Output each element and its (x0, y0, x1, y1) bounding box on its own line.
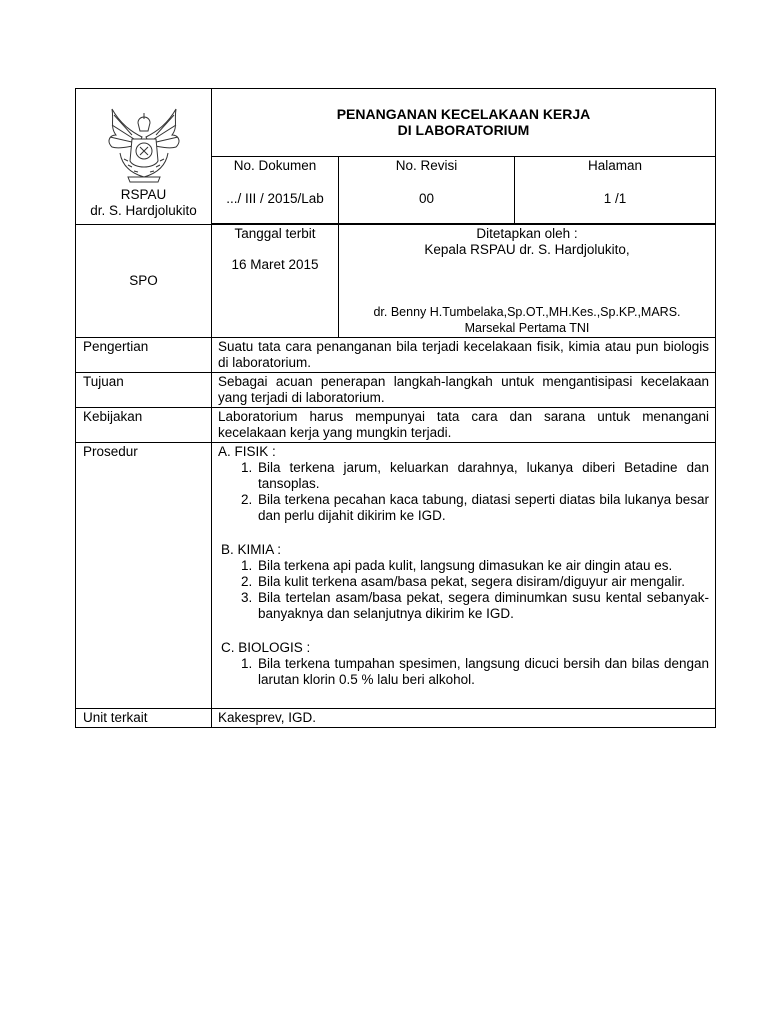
no-dokumen-cell (212, 157, 339, 224)
doc-type-cell (76, 225, 212, 338)
fisik-list (218, 460, 709, 524)
unit-text: Kakesprev, IGD. (212, 709, 716, 728)
no-dokumen-value: .../ III / 2015/Lab (226, 191, 324, 206)
title-line-1: PENANGANAN KECELAKAAN KERJA (336, 106, 591, 122)
air-force-emblem-icon (98, 101, 190, 185)
prosedur-content (212, 443, 716, 709)
tanggal-label: Tanggal terbit (234, 226, 316, 241)
kimia-list (218, 558, 709, 622)
pengertian-label: Pengertian (76, 338, 212, 373)
tanggal-cell (212, 225, 339, 338)
ditetapkan-by: Kepala RSPAU dr. S. Hardjolukito, (424, 242, 630, 257)
prosedur-label: Prosedur (76, 443, 212, 709)
kebijakan-text: Laboratorium harus mempunyai tata cara dan sarana untuk menangani kecelakaan kerja yang mungkin terjadi. (212, 408, 716, 443)
title-line-2: DI LABORATORIUM (397, 122, 530, 138)
no-revisi-label: No. Revisi (395, 158, 458, 173)
list-item: 3. Bila tertelan asam/basa pekat, segera diminumkan susu kental sebanyak-banyaknya dan selanjutnya dikirim ke IGD. (256, 590, 709, 622)
tanggal-value: 16 Maret 2015 (231, 257, 319, 272)
signer-name: dr. Benny H.Tumbelaka,Sp.OT.,MH.Kes.,Sp.KP.,MARS. (373, 305, 681, 319)
hospital-name: RSPAU (120, 187, 167, 202)
no-dokumen-label: No. Dokumen (233, 158, 317, 173)
list-item: 1. Bila terkena tumpahan spesimen, langsung dicuci bersih dan bilas dengan larutan klorin 0.5 % lalu beri alkohol. (256, 656, 709, 688)
spo-table (75, 88, 716, 728)
biologis-title: C. BIOLOGIS : (221, 640, 311, 655)
biologis-list (218, 656, 709, 688)
list-item: 1. Bila terkena api pada kulit, langsung dimasukan ke air dingin atau es. (256, 558, 709, 574)
signer-rank: Marsekal Pertama TNI (464, 321, 590, 335)
tujuan-text: Sebagai acuan penerapan langkah-langkah untuk mengantisipasi kecelakaan yang terjadi di laboratorium. (212, 373, 716, 408)
kimia-title: B. KIMIA : (221, 542, 282, 557)
ditetapkan-cell (339, 225, 716, 338)
ditetapkan-label: Ditetapkan oleh : (476, 226, 578, 241)
tujuan-label: Tujuan (76, 373, 212, 408)
halaman-cell (515, 157, 716, 224)
hospital-subtitle: dr. S. Hardjolukito (90, 203, 197, 218)
no-revisi-value: 00 (418, 191, 435, 206)
list-item: 2. Bila kulit terkena asam/basa pekat, segera disiram/diguyur air mengalir. (256, 574, 709, 590)
kebijakan-label: Kebijakan (76, 408, 212, 443)
list-item: 1. Bila terkena jarum, keluarkan darahnya, lukanya diberi Betadine dan tansoplas. (256, 460, 709, 492)
no-revisi-cell (339, 157, 515, 224)
hospital-cell (76, 89, 212, 225)
halaman-label: Halaman (587, 158, 643, 173)
unit-label: Unit terkait (76, 709, 212, 728)
list-item: 2. Bila terkena pecahan kaca tabung, diatasi seperti diatas bila lukanya besar dan perlu dijahit dikirim ke IGD. (256, 492, 709, 524)
spo-document (75, 88, 715, 728)
fisik-title: A. FISIK : (218, 444, 276, 459)
doc-type: SPO (129, 273, 158, 288)
document-title (212, 89, 716, 157)
halaman-value: 1 /1 (603, 191, 627, 206)
pengertian-text: Suatu tata cara penanganan bila terjadi kecelakaan fisik, kimia atau pun biologis di laboratorium. (212, 338, 716, 373)
